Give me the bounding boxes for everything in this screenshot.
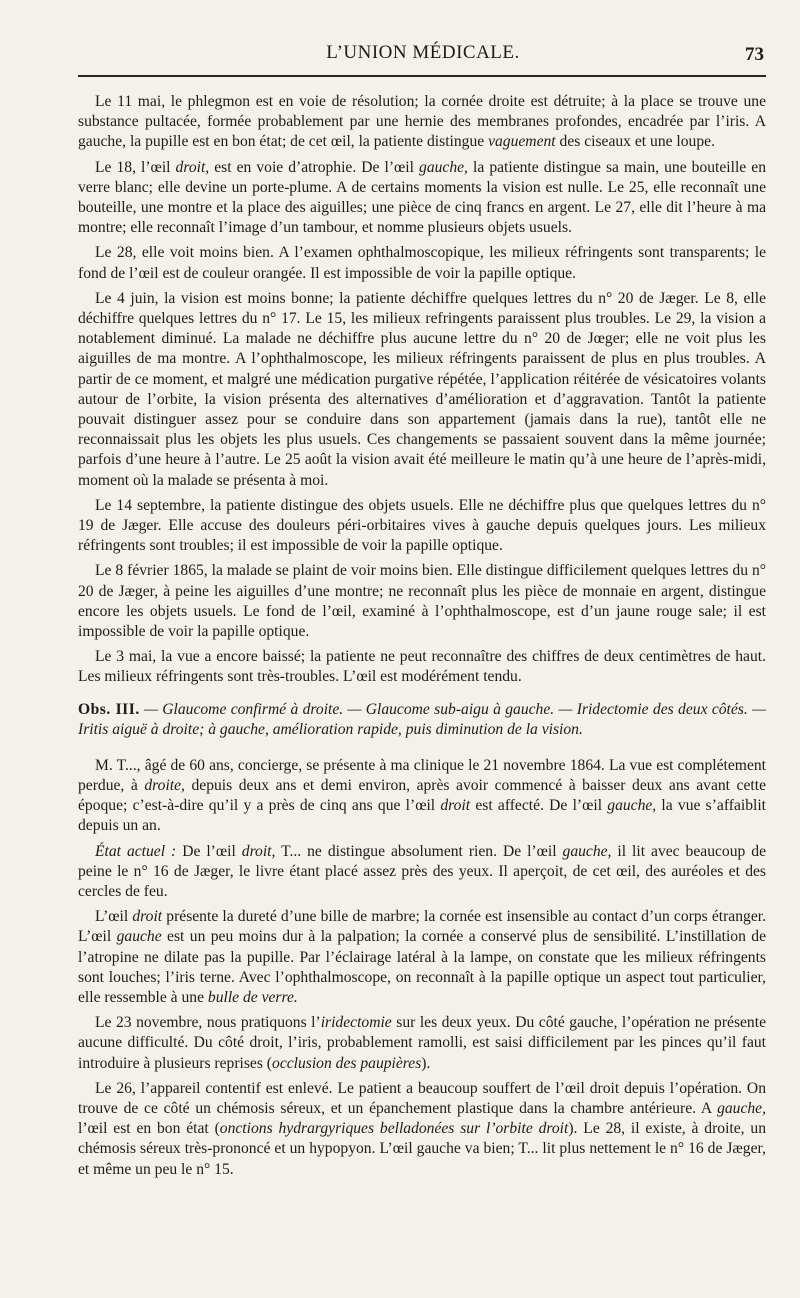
text-run: ). xyxy=(421,1054,431,1072)
text-run: Le 3 mai, la vue a encore baissé; la patiente ne peut reconnaître des chiffres de deux centimètres de haut. Les milieux réfringents sont très-troubles. L’œil est modérément tendu. xyxy=(78,648,766,686)
paragraph xyxy=(78,496,766,557)
paragraph xyxy=(78,1013,766,1074)
italic-text: gauche, xyxy=(717,1099,766,1117)
italic-text: iridectomie xyxy=(320,1014,392,1032)
italic-text: gauche, xyxy=(562,842,612,860)
paragraph xyxy=(78,158,766,239)
header-rule xyxy=(78,75,766,77)
text-run: la vue s’affaiblit depuis un an. xyxy=(78,797,767,835)
text-run: Le 11 mai, le phlegmon est en voie de résolution; la cornée droite est détruite; à la place se trouve une substance pultacée, formée probablement par une hernie des membranes profondes, encadrée par l’iris. A gauche, la pupille est en bon état; de cet œil, la patiente distingue xyxy=(78,93,766,151)
text-run: la patiente distingue sa main, une bouteille en verre blanc; elle devine un porte-plume. A de certains moments la vision est nulle. Le 25, elle reconnaît une bouteille, une montre et la place des aiguilles; une pièce de cinq francs en argent. Le 27, elle dit l’heure à ma montre; elle reconnaît l’image d’un tambour, et nomme plusieurs objets usuels. xyxy=(78,158,766,237)
italic-text: gauche, xyxy=(419,158,468,176)
observation-title: — Glaucome confirmé à droite. — Glaucome sub-aigu à gauche. — Iridectomie des deux côtés. — Iritis aiguë à droite; à gauche, amélioration rapide, puis diminution de la vision. xyxy=(78,700,766,738)
text-run: T... ne distingue absolument rien. De l’œil xyxy=(275,842,563,860)
italic-text: onctions hydrargyriques belladonées sur l’orbite droit xyxy=(219,1120,569,1138)
running-title: L’UNION MÉDICALE. xyxy=(326,42,520,63)
paragraph xyxy=(78,756,766,837)
page-header xyxy=(78,40,768,72)
text-run: est un peu moins dur à la palpation; la cornée a conservé plus de sensibilité. L’instillation de l’atropine ne dilate pas la pupille. Par l’éclairage latéral à la lampe, on constate que les milieux réfringents sont louches; l’iris terne. Avec l’ophthalmoscope, on reconnaît à la papille optique un aspect tout particulier, elle ressemble à une xyxy=(78,928,766,1006)
italic-text: État actuel : xyxy=(95,842,177,860)
italic-text: bulle de verre. xyxy=(207,988,298,1006)
text-run: Le 26, l’appareil contentif est enlevé. Le patient a beaucoup souffert de l’œil droit depuis l’opération. On trouve de ce côté un chémosis séreux, et un épanchement plastique dans la chambre antérieure. A xyxy=(78,1079,766,1117)
italic-text: gauche, xyxy=(607,797,657,815)
paragraph xyxy=(78,842,766,903)
text-run: Le 4 juin, la vision est moins bonne; la patiente déchiffre quelques lettres du n° 20 de Jæger. Le 8, elle déchiffre quelques lettres du n° 17. Le 15, les milieux refringents paraissent plus troubles. Le 29, la vision a notablement diminué. La malade ne déchiffre plus aucune lettre du n° 20 de Jœger; elle ne voit plus les aiguilles de ma montre. A l’ophthalmoscope, les milieux réfringents paraissent de plus en plus troubles. A partir de ce moment, et malgré une médication purgative répétée, l’application réitérée de vésicatoires volants autour de l’orbite, la vision présenta des alternatives d’amélioration et d’aggravation. Tantôt la patiente pouvait distinguer assez pour se conduire dans son appartement (jamais dans la rue), tantôt elle ne reconnaissait plus les objets les plus usuels. Ces changements se passaient souvent dans la même journée; parfois d’une heure à l’autre. Le 25 août la vision avait été meilleure le matin qu’à une heure de l’après-midi, moment où la malade se présenta à moi. xyxy=(78,289,766,489)
italic-text: droite, xyxy=(144,776,185,794)
text-run: présente la dureté d’une bille de marbre; la cornée est insensible au contact d’un corps étranger. L’œil xyxy=(78,908,766,946)
italic-text: droit xyxy=(132,908,163,926)
page-number: 73 xyxy=(745,44,764,65)
text-run: Le 23 novembre, nous pratiquons l’ xyxy=(95,1014,321,1032)
text-run: Le 14 septembre, la patiente distingue des objets usuels. Elle ne déchiffre plus que quelques lettres du n° 19 de Jæger. Elle accuse des douleurs péri-orbitaires vives à gauche depuis quelques jours. Les milieux réfringents sont troubles; il est impossible de voir la papille optique. xyxy=(78,496,766,555)
paragraph xyxy=(78,243,766,283)
italic-text: occlusion des paupières xyxy=(272,1054,422,1072)
text-run: De l’œil xyxy=(176,842,242,860)
text-run: L’œil xyxy=(95,908,133,926)
paragraph xyxy=(78,92,766,153)
text-run: est en voie d’atrophie. De l’œil xyxy=(209,158,420,176)
article-body xyxy=(78,92,766,1185)
observation-heading xyxy=(78,700,766,740)
italic-text: droit, xyxy=(241,842,276,860)
italic-text: droit, xyxy=(175,158,210,176)
text-run: il lit avec beaucoup de peine le n° 16 de Jæger, le livre étant placé assez près des yeux. Il aperçoit, de cet œil, des auréoles et des cercles de feu. xyxy=(78,842,766,900)
text-run: Le 28, elle voit moins bien. A l’examen ophthalmoscopique, les milieux réfringents sont transparents; le fond de l’œil est de couleur orangée. Il est impossible de voir la papille optique. xyxy=(78,244,766,282)
observation-label: Obs. III. xyxy=(78,700,140,718)
text-run: Le 18, l’œil xyxy=(95,158,176,176)
paragraph xyxy=(78,647,766,687)
text-run: depuis deux ans et demi environ, après avoir commencé à baisser deux ans avant cette époque; c’est-à-dire qu’il y a près de cinq ans que l’œil xyxy=(78,776,766,815)
paragraph xyxy=(78,561,766,642)
text-run: M. T..., âgé de 60 ans, concierge, se présente à ma clinique le 21 novembre 1864. La vue est complétement perdue, à xyxy=(78,756,766,794)
italic-text: vaguement xyxy=(488,133,556,151)
paragraph xyxy=(78,289,766,491)
text-run: Le 8 février 1865, la malade se plaint de voir moins bien. Elle distingue difficilement quelques lettres du n° 20 de Jæger, à peine les aiguilles d’une montre; ne reconnaît plus les pièce de monnaie en argent, distingue encore les objets usuels. Le fond de l’œil, examiné à l’ophthalmoscope, est d’un jaune rouge sale; il est impossible de voir la papille optique. xyxy=(78,562,766,641)
paragraph xyxy=(78,907,766,1008)
paragraph xyxy=(78,1079,766,1180)
italic-text: gauche xyxy=(116,928,162,946)
text-run: est affecté. De l’œil xyxy=(470,797,608,815)
italic-text: droit xyxy=(440,797,471,815)
text-run: ). Le 28, il existe, à droite, un chémosis séreux très-prononcé et un hypopyon. L’œil gauche va bien; T... lit plus nettement le n° 16 de Jæger, et même un peu le n° 15. xyxy=(78,1120,766,1178)
text-run: l’œil est en bon état ( xyxy=(78,1120,220,1138)
text-run: sur les deux yeux. Du côté gauche, l’opération ne présente aucune difficulté. Du côté droit, l’iris, probablement ramolli, est saisi difficilement par les pinces qu’il faut introduire à plusieurs reprises ( xyxy=(78,1014,766,1072)
text-run: des ciseaux et une loupe. xyxy=(555,133,715,151)
